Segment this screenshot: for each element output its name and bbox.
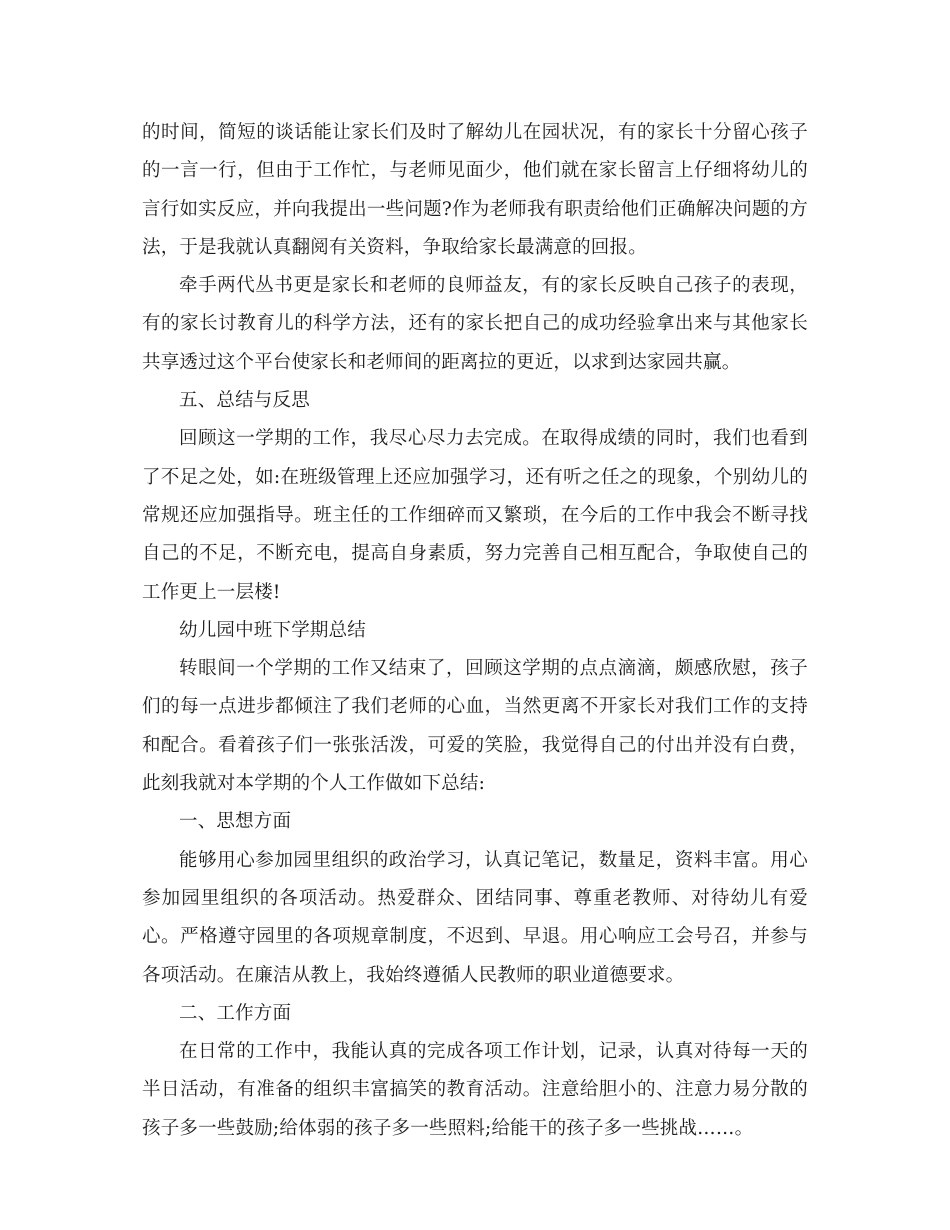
- section-heading-document-title: 幼儿园中班下学期总结: [179, 619, 367, 641]
- paragraph-semester-intro: 转眼间一个学期的工作又结束了，回顾这学期的点点滴滴，颇感欣慰，孩子们的每一点进步都倾注了我们老师的心血，当然更离不开家长对我们工作的支持和配合。看着孩子们一张张活泼，可爱的笑脸，我觉得自己的付出并没有白费，此刻我就对本学期的个人工作做如下总结:: [142, 658, 808, 795]
- paragraph-parenting-books: 牵手两代丛书更是家长和老师的良师益友，有的家长反映自己孩子的表现，有的家长讨教育儿的科学方法，还有的家长把自己的成功经验拿出来与其他家长共享透过这个平台使家长和老师间的距离拉的更近，以求到达家园共赢。: [142, 275, 808, 373]
- paragraph-ideology: 能够用心参加园里组织的政治学习，认真记笔记，数量足，资料丰富。用心参加园里组织的各项活动。热爱群众、团结同事、尊重老教师、对待幼儿有爱心。严格遵守园里的各项规章制度，不迟到、早退。用心响应工会号召，并参与各项活动。在廉洁从教上，我始终遵循人民教师的职业道德要求。: [142, 849, 808, 986]
- paragraph-review-semester: 回顾这一学期的工作，我尽心尽力去完成。在取得成绩的同时，我们也看到了不足之处，如:在班级管理上还应加强学习，还有听之任之的现象，个别幼儿的常规还应加强指导。班主任的工作细碎而又繁琐，在今后的工作中我会不断寻找自己的不足，不断充电，提高自身素质，努力完善自己相互配合，争取使自己的工作更上一层楼!: [142, 428, 808, 603]
- section-heading-ideology: 一、思想方面: [179, 811, 292, 833]
- document-body: [142, 114, 808, 1148]
- section-heading-summary-reflection: 五、总结与反思: [179, 390, 310, 412]
- paragraph-daily-work: 在日常的工作中，我能认真的完成各项工作计划，记录，认真对待每一天的半日活动，有准备的组织丰富搞笑的教育活动。注意给胆小的、注意力易分散的孩子多一些鼓励;给体弱的孩子多一些照料;给能干的孩子多一些挑战……。: [142, 1041, 808, 1139]
- paragraph-parent-communication: 的时间，简短的谈话能让家长们及时了解幼儿在园状况，有的家长十分留心孩子的一言一行，但由于工作忙，与老师见面少，他们就在家长留言上仔细将幼儿的言行如实反应，并向我提出一些问题?作为老师我有职责给他们正确解决问题的方法，于是我就认真翻阅有关资料，争取给家长最满意的回报。: [142, 122, 808, 258]
- section-heading-work: 二、工作方面: [179, 1002, 292, 1024]
